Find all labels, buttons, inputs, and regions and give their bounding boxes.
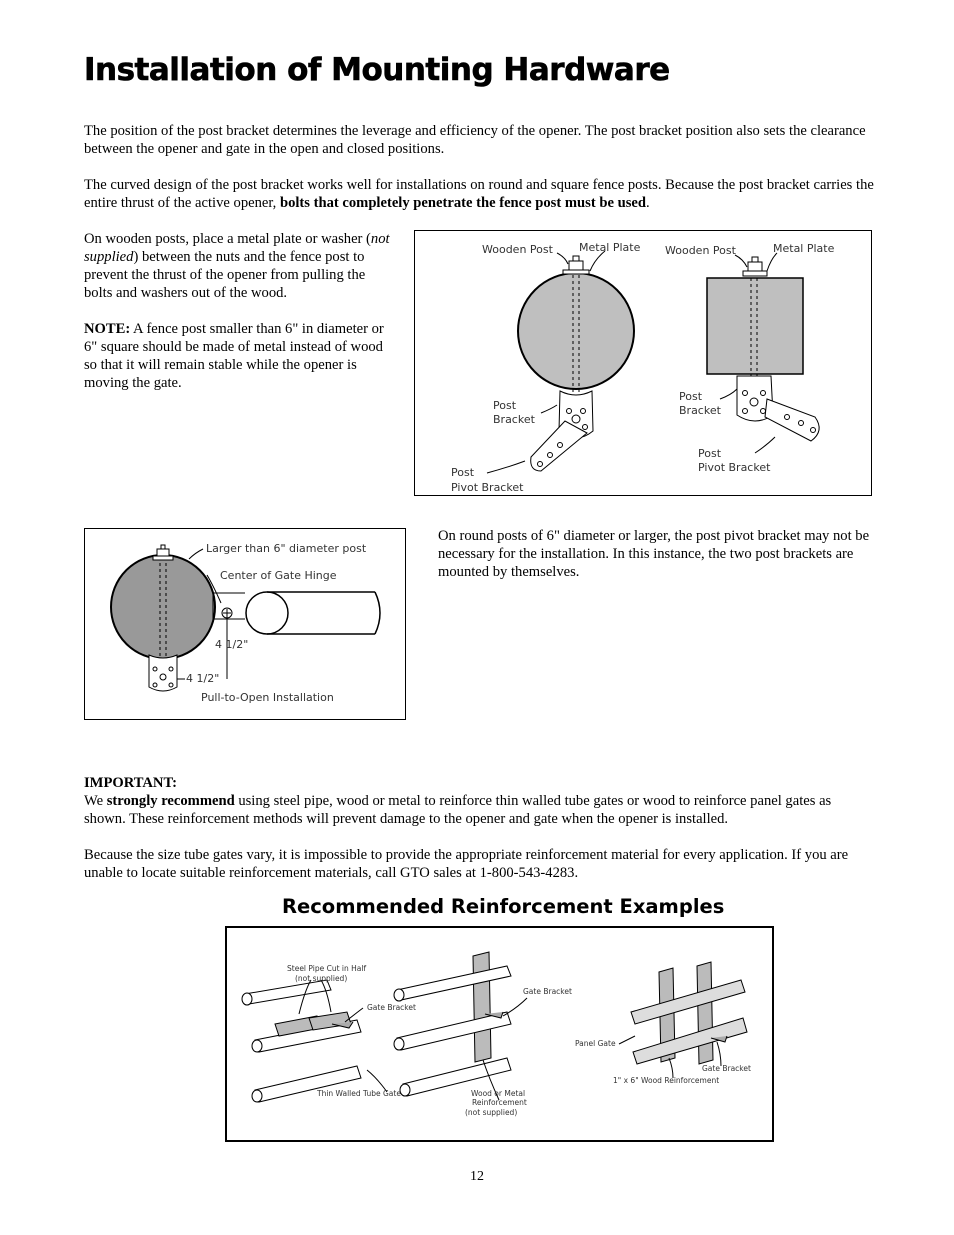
label-pull-to-open: Pull-to-Open Installation bbox=[201, 691, 334, 704]
label-bracket-round: Bracket bbox=[493, 413, 535, 426]
label-post-square: Post bbox=[679, 390, 703, 403]
important-paragraph-2: Because the size tube gates vary, it is impossible to provide the appropriate reinforcement material for every application. If you are unable to locate suitable reinforcement materials, call GTO sales at 1-800-543-4283. bbox=[84, 847, 849, 881]
label-gate-bracket-wood: Gate Bracket bbox=[523, 987, 572, 996]
label-gate-bracket-tube: Gate Bracket bbox=[367, 1003, 416, 1012]
label-larger-post: Larger than 6" diameter post bbox=[206, 542, 367, 555]
reinforcement-figure bbox=[225, 926, 774, 1142]
label-wood-metal: Wood or Metal bbox=[471, 1089, 526, 1098]
label-bracket-square: Bracket bbox=[679, 404, 721, 417]
label-not-supplied-wood: (not supplied) bbox=[465, 1108, 518, 1117]
page-title: Installation of Mounting Hardware bbox=[84, 52, 670, 88]
large-post-figure bbox=[84, 528, 406, 720]
label-post-pivot-round: Post bbox=[451, 466, 475, 479]
label-thin-walled: Thin Walled Tube Gate bbox=[317, 1089, 401, 1098]
label-wooden-post-round: Wooden Post bbox=[482, 243, 553, 256]
intro-paragraph-2: The curved design of the post bracket works well for installations on round and square fence posts. Because the post bracket carries the entire thrust of the active opener, bolts that completely penetrate the fence post must be used. bbox=[84, 177, 874, 211]
label-wood-reinforcement: 1" x 6" Wood Reinforcement bbox=[613, 1076, 720, 1085]
label-dimension-horizontal: 4 1/2" bbox=[186, 672, 220, 685]
wood-metal-drawing bbox=[394, 952, 511, 1096]
reinforcement-heading: Recommended Reinforcement Examples bbox=[282, 895, 725, 918]
label-metal-plate-round: Metal Plate bbox=[579, 241, 641, 254]
label-post-round: Post bbox=[493, 399, 517, 412]
label-reinforcement: Reinforcement bbox=[472, 1098, 527, 1107]
page-number: 12 bbox=[470, 1169, 484, 1184]
label-metal-plate-square: Metal Plate bbox=[773, 242, 835, 255]
post-bracket-figure bbox=[414, 230, 872, 496]
note-paragraph: NOTE: A fence post smaller than 6" in diameter or 6" square should be made of metal instead of wood so that it will remain stable while the opener is moving the gate. bbox=[84, 321, 384, 391]
label-steel-pipe: Steel Pipe Cut in Half bbox=[287, 964, 367, 973]
label-center-hinge: Center of Gate Hinge bbox=[220, 569, 337, 582]
label-pivot-bracket-round: Pivot Bracket bbox=[451, 481, 524, 494]
large-post-diagram bbox=[85, 529, 405, 719]
bolts-warning: bolts that completely penetrate the fence post must be used bbox=[279, 195, 646, 211]
label-wooden-post-square: Wooden Post bbox=[665, 244, 736, 257]
label-pivot-bracket-square: Pivot Bracket bbox=[698, 461, 771, 474]
round-post-drawing bbox=[518, 256, 634, 471]
round-posts-paragraph: On round posts of 6" diameter or larger, the post pivot bracket may not be necessary for the installation. In this instance, the two post brackets are mounted by themselves. bbox=[438, 528, 870, 580]
intro-paragraph-1: The position of the post bracket determines the leverage and efficiency of the opener. The post bracket position also sets the clearance between the opener and gate in the open and closed positions. bbox=[84, 123, 866, 157]
panel-gate-drawing bbox=[631, 962, 747, 1064]
square-post-drawing bbox=[707, 257, 819, 441]
reinforcement-diagram bbox=[227, 928, 772, 1140]
label-gate-bracket-panel: Gate Bracket bbox=[702, 1064, 751, 1073]
wooden-post-paragraph: On wooden posts, place a metal plate or washer (not supplied) between the nuts and the fence post to prevent the thrust of the opener from pulling the bolts and washers out of the wood. bbox=[84, 231, 390, 301]
tube-gate-drawing bbox=[242, 980, 361, 1102]
label-panel-gate: Panel Gate bbox=[575, 1039, 616, 1048]
post-bracket-diagram bbox=[415, 231, 871, 495]
label-post-pivot-square: Post bbox=[698, 447, 722, 460]
important-paragraph-1: We strongly recommend using steel pipe, wood or metal to reinforce thin walled tube gates or wood to reinforce panel gates as shown. These reinforcement methods will prevent damage to the opener and gate when the opener is installed. bbox=[84, 793, 832, 827]
important-label: IMPORTANT: bbox=[84, 775, 177, 791]
label-not-supplied-pipe: (not supplied) bbox=[295, 974, 348, 983]
label-dimension-vertical: 4 1/2" bbox=[215, 638, 249, 651]
